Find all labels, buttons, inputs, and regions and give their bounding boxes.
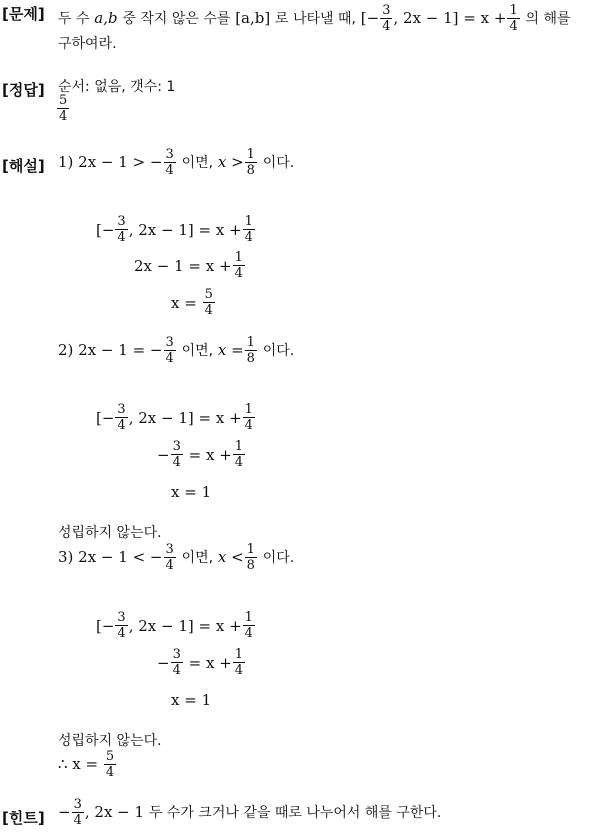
fraction-denominator: 4 xyxy=(172,662,181,678)
fraction-numerator: 3 xyxy=(73,797,82,812)
problem-math-bracket: [a,b] xyxy=(235,9,271,28)
fraction-denominator: 4 xyxy=(204,302,213,318)
case2-conclusion: 성립하지 않는다. xyxy=(58,525,162,541)
fraction-numerator: 3 xyxy=(165,335,174,350)
fraction-numerator: 3 xyxy=(165,147,174,162)
case2-mid: 이면, xyxy=(181,342,214,359)
fraction-denominator: 4 xyxy=(117,417,126,433)
problem-eq-open: [− xyxy=(360,9,380,28)
fraction-numerator: 3 xyxy=(117,610,126,625)
case2-cond-fraction xyxy=(245,336,257,365)
answer-label: [정답] xyxy=(2,81,45,99)
hint-text: 두 수가 크거나 같을 때로 나누어서 해를 구한다. xyxy=(148,804,442,821)
problem-fraction-2 xyxy=(507,4,519,33)
eq-fraction xyxy=(115,611,127,640)
case1-eq2 xyxy=(134,251,246,280)
case3-eq2 xyxy=(157,648,246,677)
fraction-numerator: 3 xyxy=(382,3,391,18)
case3-cond-fraction xyxy=(245,543,257,572)
case3-mid: 이면, xyxy=(181,549,214,566)
eq-close: , 2x − 1] = x + xyxy=(128,220,242,239)
problem-line-2: 구하여라. xyxy=(58,36,117,52)
eq-open: [− xyxy=(96,616,115,635)
answer-fraction-wrap xyxy=(56,94,70,123)
case1-cond: x > xyxy=(217,153,244,172)
eq-mid: = x + xyxy=(188,445,232,464)
case3-eq1 xyxy=(96,611,256,640)
case3-suffix: 이다. xyxy=(262,549,295,566)
fraction-numerator: 1 xyxy=(244,214,253,229)
fraction-numerator: 1 xyxy=(234,647,244,662)
fraction-numerator: 1 xyxy=(246,542,255,557)
solution-label: [해설] xyxy=(2,157,45,175)
answer-fraction xyxy=(57,94,69,123)
eq-lhs-fraction xyxy=(171,648,183,677)
case3-prefix: 3) 2x − 1 < − xyxy=(58,548,163,567)
fraction-numerator: 5 xyxy=(105,749,115,764)
eq-rhs-fraction xyxy=(233,251,245,280)
fraction-denominator: 4 xyxy=(172,454,181,470)
eq-rhs-fraction xyxy=(243,215,255,244)
fraction-numerator: 1 xyxy=(509,3,518,18)
problem-text-d: 의 해를 xyxy=(525,10,571,27)
fraction-denominator: 4 xyxy=(117,229,126,245)
problem-line-1 xyxy=(58,4,571,33)
fraction-numerator: 3 xyxy=(117,402,126,417)
fraction-denominator: 4 xyxy=(165,557,174,573)
case3-fraction xyxy=(164,543,176,572)
case2-prefix: 2) 2x − 1 = − xyxy=(58,341,163,360)
problem-math-ab: a,b xyxy=(94,9,118,28)
fraction-denominator: 4 xyxy=(234,662,244,678)
hint-pre: − xyxy=(58,803,71,822)
fraction-denominator: 4 xyxy=(73,812,82,828)
fraction-denominator: 4 xyxy=(244,625,253,641)
fraction-denominator: 8 xyxy=(246,162,255,178)
fraction-numerator: 5 xyxy=(59,93,68,108)
case3-cond: x < xyxy=(217,548,244,567)
eq-lhs: x = xyxy=(171,293,197,312)
fraction-denominator: 4 xyxy=(382,18,391,34)
problem-text-c: 로 나타낼 때, xyxy=(275,10,356,27)
eq-lhs-pre: − xyxy=(157,653,170,672)
fraction-numerator: 3 xyxy=(165,542,174,557)
case2-eq1 xyxy=(96,403,256,432)
fraction-denominator: 4 xyxy=(509,18,518,34)
case1-eq1 xyxy=(96,215,256,244)
fraction-denominator: 4 xyxy=(59,108,68,124)
eq-open: [− xyxy=(96,220,115,239)
fraction-denominator: 4 xyxy=(234,454,244,470)
case1-eq3 xyxy=(171,288,216,317)
problem-label: [문제] xyxy=(2,5,45,23)
case1-mid: 이면, xyxy=(181,154,214,171)
eq-close: , 2x − 1] = x + xyxy=(128,408,242,427)
case2-cond: x = xyxy=(217,341,244,360)
answer-line-1: 순서: 없음, 갯수: 1 xyxy=(58,79,176,95)
eq-lhs: 2x − 1 = x + xyxy=(134,256,232,275)
case2-suffix: 이다. xyxy=(262,342,295,359)
fraction-numerator: 1 xyxy=(234,250,243,265)
fraction-numerator: 3 xyxy=(117,214,126,229)
eq-fraction xyxy=(115,403,127,432)
eq-rhs-fraction xyxy=(243,403,255,432)
case1-suffix: 이다. xyxy=(262,154,295,171)
eq-lhs-pre: − xyxy=(157,445,170,464)
final-prefix: ∴ x = xyxy=(58,755,99,774)
fraction-denominator: 4 xyxy=(105,764,115,780)
case2-fraction xyxy=(164,336,176,365)
fraction-numerator: 1 xyxy=(246,335,255,350)
fraction-denominator: 8 xyxy=(246,557,255,573)
final-answer xyxy=(58,750,117,779)
case1-fraction xyxy=(164,148,176,177)
eq-fraction xyxy=(115,215,127,244)
case2-eq2 xyxy=(157,440,246,469)
problem-fraction-1 xyxy=(380,4,392,33)
case3-eq3: x = 1 xyxy=(171,691,212,709)
fraction-denominator: 4 xyxy=(165,162,174,178)
case3-conclusion: 성립하지 않는다. xyxy=(58,733,162,749)
problem-eq-mid: , 2x − 1] = x + xyxy=(393,9,507,28)
eq-rhs-fraction xyxy=(243,611,255,640)
case2-header xyxy=(58,336,294,365)
case2-eq3: x = 1 xyxy=(171,483,212,501)
eq-rhs-fraction xyxy=(233,648,245,677)
eq-close: , 2x − 1] = x + xyxy=(128,616,242,635)
eq-lhs-fraction xyxy=(171,440,183,469)
fraction-numerator: 1 xyxy=(234,439,244,454)
fraction-denominator: 4 xyxy=(234,265,243,281)
hint-label: [힌트] xyxy=(2,809,45,827)
eq-rhs-fraction xyxy=(203,288,215,317)
case3-header xyxy=(58,543,294,572)
fraction-numerator: 1 xyxy=(244,610,253,625)
fraction-numerator: 1 xyxy=(244,402,253,417)
final-fraction xyxy=(104,750,116,779)
fraction-numerator: 3 xyxy=(172,647,181,662)
hint-mid: , 2x − 1 xyxy=(84,803,145,822)
problem-text-a: 두 수 xyxy=(58,10,90,27)
fraction-denominator: 4 xyxy=(117,625,126,641)
hint-fraction xyxy=(72,798,84,827)
case1-prefix: 1) 2x − 1 > − xyxy=(58,153,163,172)
hint-line xyxy=(58,798,441,827)
eq-rhs-fraction xyxy=(233,440,245,469)
case1-cond-fraction xyxy=(245,148,257,177)
case1-header xyxy=(58,148,294,177)
fraction-denominator: 4 xyxy=(244,417,253,433)
fraction-numerator: 5 xyxy=(204,287,213,302)
fraction-denominator: 4 xyxy=(165,350,174,366)
problem-text-b: 중 작지 않은 수를 xyxy=(122,10,231,27)
fraction-numerator: 1 xyxy=(246,147,255,162)
fraction-denominator: 4 xyxy=(244,229,253,245)
eq-mid: = x + xyxy=(188,653,232,672)
fraction-numerator: 3 xyxy=(172,439,181,454)
fraction-denominator: 8 xyxy=(246,350,255,366)
eq-open: [− xyxy=(96,408,115,427)
